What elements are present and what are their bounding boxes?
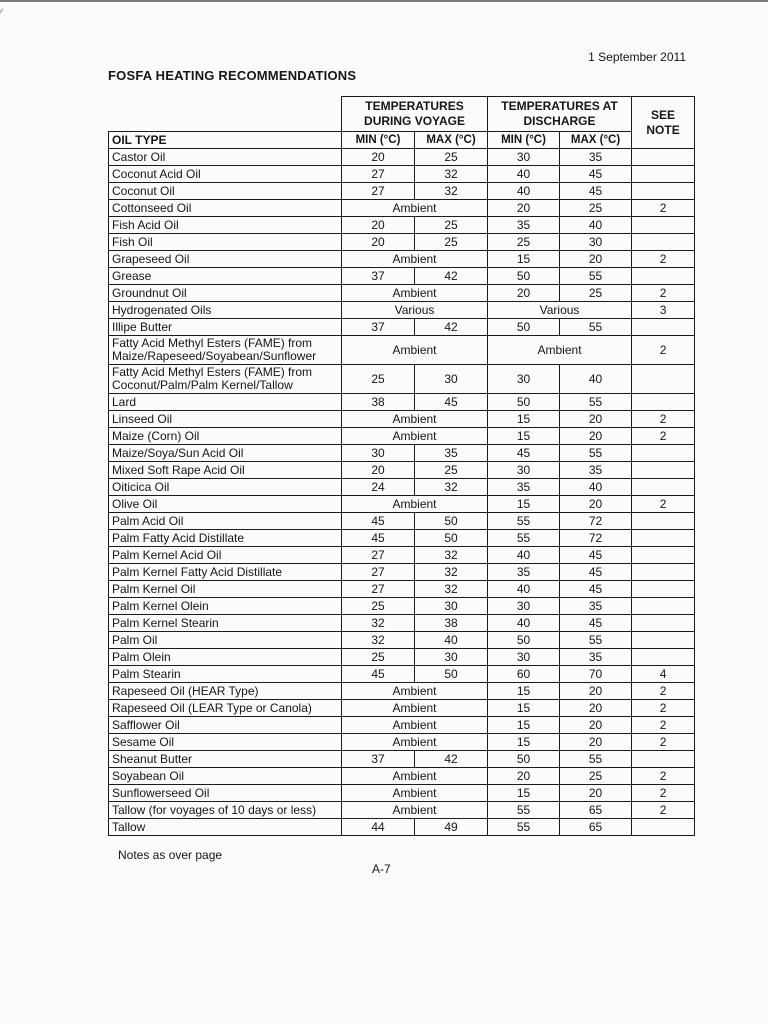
discharge-range-cell: Ambient [488,336,632,365]
voyage-max-cell: 30 [415,649,488,666]
see-note-cell [632,649,695,666]
oil-type-cell: Tallow [109,819,342,836]
table-row [109,251,695,268]
voyage-max-cell: 50 [415,513,488,530]
oil-type-cell: Palm Kernel Stearin [109,615,342,632]
discharge-min-cell: 30 [488,149,560,166]
voyage-min-cell: 45 [342,513,415,530]
voyage-range-cell: Ambient [342,496,488,513]
discharge-max-cell: 25 [560,768,632,785]
table-row [109,365,695,394]
voyage-max-cell: 32 [415,479,488,496]
discharge-min-cell: 20 [488,768,560,785]
voyage-max-cell: 42 [415,319,488,336]
oil-type-cell: Fish Acid Oil [109,217,342,234]
table-row [109,700,695,717]
see-note-cell: 2 [632,802,695,819]
table-row [109,336,695,365]
discharge-range-cell: Various [488,302,632,319]
table-row [109,717,695,734]
discharge-max-cell: 55 [560,394,632,411]
oil-type-cell: Grease [109,268,342,285]
voyage-max-cell: 42 [415,751,488,768]
see-note-cell: 2 [632,700,695,717]
see-note-cell [632,751,695,768]
see-note-cell [632,268,695,285]
oil-type-cell: Palm Kernel Olein [109,598,342,615]
discharge-max-cell: 20 [560,717,632,734]
header-oil-type: OIL TYPE [109,132,342,149]
voyage-max-cell: 50 [415,530,488,547]
voyage-min-cell: 24 [342,479,415,496]
oil-type-cell: Fatty Acid Methyl Esters (FAME) from Maize/Rapeseed/Soyabean/Sunflower [109,336,342,365]
discharge-max-cell: 40 [560,217,632,234]
discharge-min-cell: 55 [488,819,560,836]
discharge-min-cell: 55 [488,802,560,819]
voyage-max-cell: 32 [415,166,488,183]
table-row [109,462,695,479]
discharge-min-cell: 50 [488,319,560,336]
discharge-min-cell: 15 [488,496,560,513]
oil-type-cell: Olive Oil [109,496,342,513]
discharge-max-cell: 35 [560,649,632,666]
table-row [109,285,695,302]
voyage-max-cell: 32 [415,183,488,200]
discharge-max-cell: 55 [560,632,632,649]
table-row [109,819,695,836]
voyage-max-cell: 38 [415,615,488,632]
oil-type-cell: Oiticica Oil [109,479,342,496]
see-note-cell: 2 [632,768,695,785]
table-row [109,166,695,183]
discharge-max-cell: 35 [560,149,632,166]
header-discharge-max: MAX (°C) [560,132,632,149]
discharge-min-cell: 45 [488,445,560,462]
discharge-max-cell: 20 [560,734,632,751]
oil-type-cell: Rapeseed Oil (LEAR Type or Canola) [109,700,342,717]
discharge-max-cell: 72 [560,513,632,530]
voyage-range-cell: Ambient [342,411,488,428]
discharge-min-cell: 15 [488,251,560,268]
voyage-min-cell: 20 [342,234,415,251]
table-row [109,394,695,411]
discharge-max-cell: 20 [560,683,632,700]
discharge-max-cell: 35 [560,462,632,479]
discharge-max-cell: 45 [560,615,632,632]
table-row [109,234,695,251]
table-row [109,581,695,598]
voyage-min-cell: 37 [342,268,415,285]
voyage-min-cell: 20 [342,462,415,479]
oil-type-cell: Groundnut Oil [109,285,342,302]
table-row [109,649,695,666]
discharge-min-cell: 40 [488,581,560,598]
discharge-max-cell: 72 [560,530,632,547]
oil-type-cell: Rapeseed Oil (HEAR Type) [109,683,342,700]
oil-type-cell: Palm Acid Oil [109,513,342,530]
voyage-range-cell: Ambient [342,200,488,217]
discharge-min-cell: 50 [488,632,560,649]
header-voyage-temperatures: TEMPERATURES DURING VOYAGE [342,97,488,132]
discharge-max-cell: 45 [560,564,632,581]
see-note-cell: 2 [632,496,695,513]
voyage-min-cell: 25 [342,598,415,615]
see-note-cell [632,394,695,411]
see-note-cell [632,462,695,479]
page-number: A-7 [372,862,391,876]
voyage-max-cell: 25 [415,234,488,251]
voyage-max-cell: 40 [415,632,488,649]
table-row [109,217,695,234]
oil-type-cell: Illipe Butter [109,319,342,336]
voyage-min-cell: 32 [342,632,415,649]
discharge-min-cell: 30 [488,649,560,666]
table-row [109,683,695,700]
oil-type-cell: Maize (Corn) Oil [109,428,342,445]
voyage-min-cell: 27 [342,547,415,564]
see-note-cell [632,149,695,166]
table-row [109,615,695,632]
voyage-max-cell: 25 [415,462,488,479]
table-row [109,183,695,200]
table-row [109,200,695,217]
table-body [109,149,695,836]
table-row [109,411,695,428]
voyage-max-cell: 32 [415,564,488,581]
table-row [109,564,695,581]
oil-type-cell: Coconut Oil [109,183,342,200]
see-note-cell [632,819,695,836]
see-note-cell: 2 [632,251,695,268]
see-note-cell [632,581,695,598]
see-note-cell [632,632,695,649]
voyage-max-cell: 45 [415,394,488,411]
discharge-min-cell: 15 [488,734,560,751]
oil-type-cell: Cottonseed Oil [109,200,342,217]
voyage-range-cell: Ambient [342,251,488,268]
oil-type-cell: Fatty Acid Methyl Esters (FAME) from Coconut/Palm/Palm Kernel/Tallow [109,365,342,394]
oil-type-cell: Lard [109,394,342,411]
see-note-cell: 2 [632,428,695,445]
discharge-max-cell: 25 [560,285,632,302]
see-note-cell [632,615,695,632]
discharge-min-cell: 35 [488,479,560,496]
voyage-min-cell: 27 [342,564,415,581]
discharge-max-cell: 55 [560,268,632,285]
voyage-min-cell: 37 [342,319,415,336]
see-note-cell: 2 [632,336,695,365]
table-row [109,598,695,615]
table-row [109,547,695,564]
header-voyage-max: MAX (°C) [415,132,488,149]
oil-type-cell: Palm Fatty Acid Distillate [109,530,342,547]
oil-type-cell: Soyabean Oil [109,768,342,785]
discharge-min-cell: 50 [488,751,560,768]
see-note-cell: 2 [632,285,695,302]
table-row [109,666,695,683]
table-row [109,785,695,802]
voyage-min-cell: 44 [342,819,415,836]
voyage-min-cell: 25 [342,649,415,666]
voyage-min-cell: 45 [342,666,415,683]
table-row [109,751,695,768]
discharge-min-cell: 55 [488,513,560,530]
header-discharge-temperatures: TEMPERATURES AT DISCHARGE [488,97,632,132]
see-note-cell [632,217,695,234]
table-row [109,513,695,530]
page-title: FOSFA HEATING RECOMMENDATIONS [108,68,357,83]
discharge-max-cell: 20 [560,496,632,513]
discharge-min-cell: 40 [488,183,560,200]
notes-reference: Notes as over page [118,848,223,862]
see-note-cell: 2 [632,683,695,700]
see-note-cell [632,183,695,200]
table-row [109,149,695,166]
discharge-min-cell: 50 [488,268,560,285]
voyage-range-cell: Various [342,302,488,319]
oil-type-cell: Palm Oil [109,632,342,649]
discharge-max-cell: 40 [560,365,632,394]
oil-type-cell: Palm Stearin [109,666,342,683]
discharge-min-cell: 15 [488,411,560,428]
see-note-cell: 4 [632,666,695,683]
oil-type-cell: Palm Kernel Acid Oil [109,547,342,564]
heating-recommendations-table [108,96,695,836]
see-note-cell [632,445,695,462]
discharge-min-cell: 20 [488,200,560,217]
discharge-max-cell: 20 [560,428,632,445]
oil-type-cell: Castor Oil [109,149,342,166]
voyage-max-cell: 30 [415,598,488,615]
oil-type-cell: Safflower Oil [109,717,342,734]
see-note-cell [632,166,695,183]
table-row [109,268,695,285]
oil-type-cell: Fish Oil [109,234,342,251]
see-note-cell: 2 [632,411,695,428]
discharge-min-cell: 30 [488,598,560,615]
discharge-min-cell: 15 [488,428,560,445]
discharge-max-cell: 20 [560,700,632,717]
discharge-max-cell: 55 [560,445,632,462]
table-row [109,319,695,336]
voyage-range-cell: Ambient [342,285,488,302]
see-note-cell: 3 [632,302,695,319]
discharge-min-cell: 15 [488,717,560,734]
see-note-cell [632,547,695,564]
discharge-max-cell: 20 [560,251,632,268]
voyage-min-cell: 27 [342,166,415,183]
voyage-min-cell: 25 [342,365,415,394]
see-note-cell: 2 [632,200,695,217]
voyage-min-cell: 38 [342,394,415,411]
see-note-cell [632,365,695,394]
oil-type-cell: Hydrogenated Oils [109,302,342,319]
voyage-range-cell: Ambient [342,700,488,717]
voyage-min-cell: 27 [342,581,415,598]
table-row [109,302,695,319]
header-voyage-min: MIN (°C) [342,132,415,149]
see-note-cell [632,564,695,581]
oil-type-cell: Palm Olein [109,649,342,666]
see-note-cell [632,513,695,530]
table-row [109,802,695,819]
voyage-max-cell: 50 [415,666,488,683]
discharge-min-cell: 15 [488,785,560,802]
oil-type-cell: Sesame Oil [109,734,342,751]
voyage-min-cell: 27 [342,183,415,200]
voyage-max-cell: 25 [415,149,488,166]
voyage-max-cell: 42 [415,268,488,285]
voyage-max-cell: 49 [415,819,488,836]
oil-type-cell: Linseed Oil [109,411,342,428]
discharge-max-cell: 20 [560,411,632,428]
paper-fold-mark [0,8,4,66]
voyage-max-cell: 35 [415,445,488,462]
voyage-max-cell: 25 [415,217,488,234]
discharge-min-cell: 35 [488,217,560,234]
discharge-min-cell: 30 [488,462,560,479]
discharge-min-cell: 50 [488,394,560,411]
see-note-cell: 2 [632,785,695,802]
page-top-edge [0,0,768,2]
discharge-max-cell: 35 [560,598,632,615]
see-note-cell [632,234,695,251]
header-row-columns [109,132,695,149]
discharge-max-cell: 20 [560,785,632,802]
see-note-cell [632,319,695,336]
discharge-max-cell: 45 [560,581,632,598]
table-row [109,768,695,785]
table-row [109,632,695,649]
see-note-cell [632,479,695,496]
voyage-min-cell: 20 [342,149,415,166]
discharge-max-cell: 45 [560,166,632,183]
discharge-max-cell: 65 [560,819,632,836]
oil-type-cell: Grapeseed Oil [109,251,342,268]
see-note-cell [632,598,695,615]
discharge-max-cell: 45 [560,547,632,564]
header-blank-cell [109,97,342,132]
discharge-min-cell: 55 [488,530,560,547]
discharge-max-cell: 55 [560,319,632,336]
oil-type-cell: Mixed Soft Rape Acid Oil [109,462,342,479]
table-row [109,734,695,751]
oil-type-cell: Palm Kernel Fatty Acid Distillate [109,564,342,581]
discharge-min-cell: 40 [488,615,560,632]
voyage-min-cell: 37 [342,751,415,768]
voyage-range-cell: Ambient [342,428,488,445]
discharge-min-cell: 40 [488,166,560,183]
see-note-cell [632,530,695,547]
see-note-cell: 2 [632,717,695,734]
discharge-min-cell: 15 [488,700,560,717]
discharge-max-cell: 25 [560,200,632,217]
discharge-min-cell: 60 [488,666,560,683]
voyage-max-cell: 32 [415,581,488,598]
table-row [109,445,695,462]
discharge-max-cell: 45 [560,183,632,200]
oil-type-cell: Tallow (for voyages of 10 days or less) [109,802,342,819]
see-note-cell: 2 [632,734,695,751]
voyage-range-cell: Ambient [342,802,488,819]
header-see-note: SEE NOTE [632,97,695,149]
oil-type-cell: Sheanut Butter [109,751,342,768]
discharge-min-cell: 15 [488,683,560,700]
voyage-range-cell: Ambient [342,734,488,751]
discharge-max-cell: 40 [560,479,632,496]
discharge-min-cell: 35 [488,564,560,581]
oil-type-cell: Sunflowerseed Oil [109,785,342,802]
voyage-range-cell: Ambient [342,768,488,785]
voyage-range-cell: Ambient [342,785,488,802]
discharge-min-cell: 30 [488,365,560,394]
discharge-min-cell: 40 [488,547,560,564]
discharge-min-cell: 25 [488,234,560,251]
voyage-max-cell: 30 [415,365,488,394]
voyage-range-cell: Ambient [342,336,488,365]
header-row-groups [109,97,695,132]
document-date: 1 September 2011 [588,50,686,64]
oil-type-cell: Maize/Soya/Sun Acid Oil [109,445,342,462]
voyage-min-cell: 20 [342,217,415,234]
discharge-max-cell: 30 [560,234,632,251]
discharge-min-cell: 20 [488,285,560,302]
table-row [109,428,695,445]
voyage-range-cell: Ambient [342,717,488,734]
discharge-max-cell: 55 [560,751,632,768]
table-row [109,496,695,513]
voyage-min-cell: 45 [342,530,415,547]
voyage-range-cell: Ambient [342,683,488,700]
discharge-max-cell: 65 [560,802,632,819]
table-row [109,530,695,547]
voyage-min-cell: 32 [342,615,415,632]
oil-type-cell: Palm Kernel Oil [109,581,342,598]
oil-type-cell: Coconut Acid Oil [109,166,342,183]
voyage-max-cell: 32 [415,547,488,564]
discharge-max-cell: 70 [560,666,632,683]
header-discharge-min: MIN (°C) [488,132,560,149]
table-row [109,479,695,496]
voyage-min-cell: 30 [342,445,415,462]
